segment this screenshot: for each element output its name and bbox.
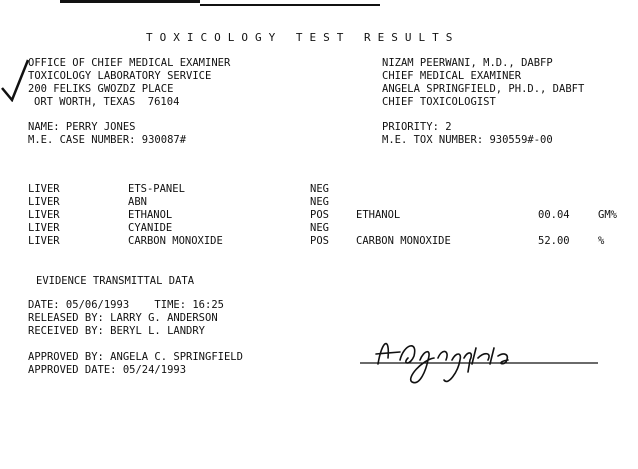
approved-date: APPROVED DATE: 05/24/1993 bbox=[28, 364, 187, 376]
top-scan-line bbox=[60, 0, 200, 3]
staff-line: NIZAM PEERWANI, M.D., DABFP bbox=[382, 57, 553, 69]
specimen-cell: LIVER bbox=[28, 209, 60, 221]
office-line: ORT WORTH, TEXAS 76104 bbox=[34, 96, 180, 108]
unit-cell: % bbox=[598, 235, 605, 247]
received-by: RECEIVED BY: BERYL L. LANDRY bbox=[28, 325, 206, 337]
office-line: OFFICE OF CHIEF MEDICAL EXAMINER bbox=[28, 57, 231, 69]
test-cell: CYANIDE bbox=[128, 222, 173, 234]
check-mark-icon bbox=[0, 58, 30, 102]
approved-by: APPROVED BY: ANGELA C. SPRINGFIELD bbox=[28, 351, 243, 363]
top-scan-line-2 bbox=[200, 4, 380, 6]
specimen-cell: LIVER bbox=[28, 196, 60, 208]
result-cell: NEG bbox=[310, 196, 329, 208]
specimen-cell: LIVER bbox=[28, 235, 60, 247]
table-row bbox=[0, 235, 638, 248]
table-row bbox=[0, 183, 638, 196]
table-row bbox=[0, 209, 638, 222]
result-cell: NEG bbox=[310, 222, 329, 234]
me-case-number: M.E. CASE NUMBER: 930087# bbox=[28, 134, 187, 146]
unit-cell: GM% bbox=[598, 209, 617, 221]
evidence-heading: EVIDENCE TRANSMITTAL DATA bbox=[36, 275, 195, 287]
test-cell: CARBON MONOXIDE bbox=[128, 235, 223, 247]
released-by: RELEASED BY: LARRY G. ANDERSON bbox=[28, 312, 218, 324]
result-cell: NEG bbox=[310, 183, 329, 195]
result-cell: POS bbox=[310, 209, 329, 221]
staff-line: ANGELA SPRINGFIELD, PH.D., DABFT bbox=[382, 83, 585, 95]
staff-line: CHIEF MEDICAL EXAMINER bbox=[382, 70, 522, 82]
value-cell: 00.04 bbox=[538, 209, 570, 221]
analyte-cell: CARBON MONOXIDE bbox=[356, 235, 451, 247]
staff-line: CHIEF TOXICOLOGIST bbox=[382, 96, 496, 108]
analyte-cell: ETHANOL bbox=[356, 209, 401, 221]
table-row bbox=[0, 222, 638, 235]
signature bbox=[360, 330, 600, 390]
document-title: TOXICOLOGY TEST RESULTS bbox=[146, 31, 460, 44]
result-cell: POS bbox=[310, 235, 329, 247]
value-cell: 52.00 bbox=[538, 235, 570, 247]
test-cell: ABN bbox=[128, 196, 147, 208]
evidence-date-time: DATE: 05/06/1993 TIME: 16:25 bbox=[28, 299, 224, 311]
specimen-cell: LIVER bbox=[28, 222, 60, 234]
specimen-cell: LIVER bbox=[28, 183, 60, 195]
patient-name: NAME: PERRY JONES bbox=[28, 121, 136, 133]
table-row bbox=[0, 196, 638, 209]
me-tox-number: M.E. TOX NUMBER: 930559#-00 bbox=[382, 134, 553, 146]
test-cell: ETS-PANEL bbox=[128, 183, 185, 195]
test-cell: ETHANOL bbox=[128, 209, 173, 221]
office-line: TOXICOLOGY LABORATORY SERVICE bbox=[28, 70, 212, 82]
priority: PRIORITY: 2 bbox=[382, 121, 452, 133]
office-line: 200 FELIKS GWOZDZ PLACE bbox=[28, 83, 174, 95]
